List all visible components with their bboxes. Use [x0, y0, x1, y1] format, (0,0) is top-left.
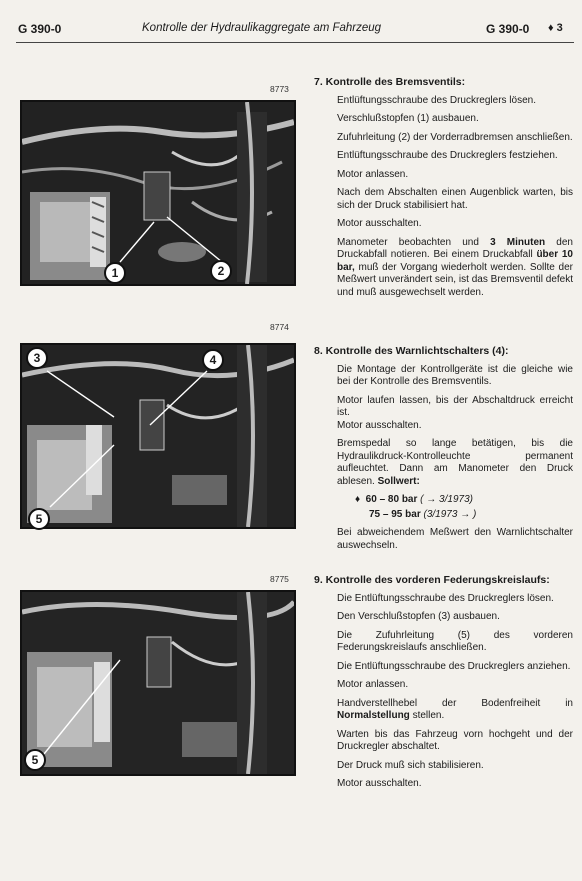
- step: Entlüftungsschraube des Druckreglers lösen.: [337, 94, 536, 106]
- section-7: [314, 76, 573, 305]
- text: Bremspedal so lange betätigen, bis die Hydraulikdruck-Kontrolleuchte permanent aufleuchtet. Dann am Manometer den Druck ablesen.: [337, 438, 573, 487]
- step: Zufuhrleitung (2) der Vorderradbremsen anschließen.: [337, 131, 573, 143]
- section-8: [314, 345, 573, 558]
- emphasis: 3 Minuten: [490, 236, 546, 248]
- callout-5: 5: [28, 508, 50, 530]
- text: muß der Vorgang wiederholt werden. Sollte der Meßwert unverändert sein, ist das Bremsventil defekt und muß ausgewechselt werden.: [337, 261, 573, 298]
- step: Motor laufen lassen, bis der Abschaltdruck erreicht ist.: [337, 394, 573, 418]
- text: stellen.: [409, 710, 445, 721]
- text: den Druckabfall notieren. Bei einem Druckabfall: [337, 236, 573, 260]
- text: Handverstellhebel der Bodenfreiheit in: [337, 697, 573, 709]
- spec-note: (3/1973 → ): [423, 508, 477, 520]
- step: Motor ausschalten.: [337, 419, 422, 431]
- step: Entlüftungsschraube des Druckreglers festziehen.: [337, 150, 558, 161]
- spec-value-1: [355, 494, 573, 507]
- step: Motor ausschalten.: [337, 218, 422, 229]
- emphasis: über 10 bar,: [337, 249, 573, 273]
- engine-photo-warning-switch: [20, 343, 296, 529]
- emphasis: Normalstellung: [337, 710, 410, 721]
- step: Nach dem Abschalten einen Augenblick warten, bis sich der Druck stabilisiert hat.: [337, 187, 573, 211]
- emphasis: Sollwert:: [377, 475, 420, 487]
- callout-4: 4: [202, 349, 224, 371]
- header-rule: [16, 42, 574, 43]
- callout-1: 1: [104, 262, 126, 284]
- text: Manometer beobachten und: [337, 236, 491, 248]
- spec-value: 75 – 95 bar: [369, 508, 421, 520]
- page-marker: ♦ 3: [548, 22, 563, 34]
- callout-5: 5: [24, 749, 46, 771]
- step: [337, 237, 573, 300]
- figure-id: 8773: [270, 84, 289, 94]
- step: Die Entlüftungsschraube des Druckreglers lösen.: [337, 592, 554, 604]
- header-code-right: G 390-0: [486, 22, 530, 36]
- figure-id: 8774: [270, 322, 289, 332]
- step: Die Zufuhrleitung (5) des vorderen Federungskreislaufs anschließen.: [337, 629, 573, 653]
- section-7-heading: 7. Kontrolle des Bremsventils:: [314, 76, 466, 88]
- header-code-left: G 390-0: [18, 22, 62, 36]
- spec-value-2: [369, 509, 573, 522]
- callout-2: 2: [210, 260, 232, 282]
- engine-photo-brake-valve: [20, 100, 296, 286]
- bullet: ♦: [355, 494, 361, 505]
- step: Der Druck muß sich stabilisieren.: [337, 759, 484, 771]
- step: Die Montage der Kontrollgeräte ist die gleiche wie bei der Kontrolle des Bremsventils.: [337, 363, 573, 387]
- figure-id: 8775: [270, 574, 289, 584]
- engine-photo-suspension-circuit: [20, 590, 296, 776]
- header-title: Kontrolle der Hydraulikaggregate am Fahrzeug: [142, 22, 382, 34]
- step: [337, 438, 573, 488]
- step: Den Verschlußstopfen (3) ausbauen.: [337, 611, 500, 622]
- step: Motor anlassen.: [337, 168, 409, 180]
- step: Die Entlüftungsschraube des Druckreglers anziehen.: [337, 660, 571, 672]
- section-9-heading: 9. Kontrolle des vorderen Federungskreislaufs:: [314, 574, 550, 586]
- section-9: [314, 574, 573, 797]
- step: Motor ausschalten.: [337, 778, 422, 789]
- callout-3: 3: [26, 347, 48, 369]
- step: Motor anlassen.: [337, 679, 409, 690]
- step: [337, 698, 573, 723]
- step: Verschlußstopfen (1) ausbauen.: [337, 113, 479, 124]
- spec-note: ( → 3/1973): [420, 494, 473, 505]
- step: Bei abweichendem Meßwert den Warnlichtschalter auswechseln.: [337, 527, 573, 551]
- spec-value: 60 – 80 bar: [365, 494, 418, 505]
- step: Warten bis das Fahrzeug vorn hochgeht und der Druckregler abschaltet.: [337, 728, 573, 752]
- section-8-heading: 8. Kontrolle des Warnlichtschalters (4):: [314, 345, 509, 357]
